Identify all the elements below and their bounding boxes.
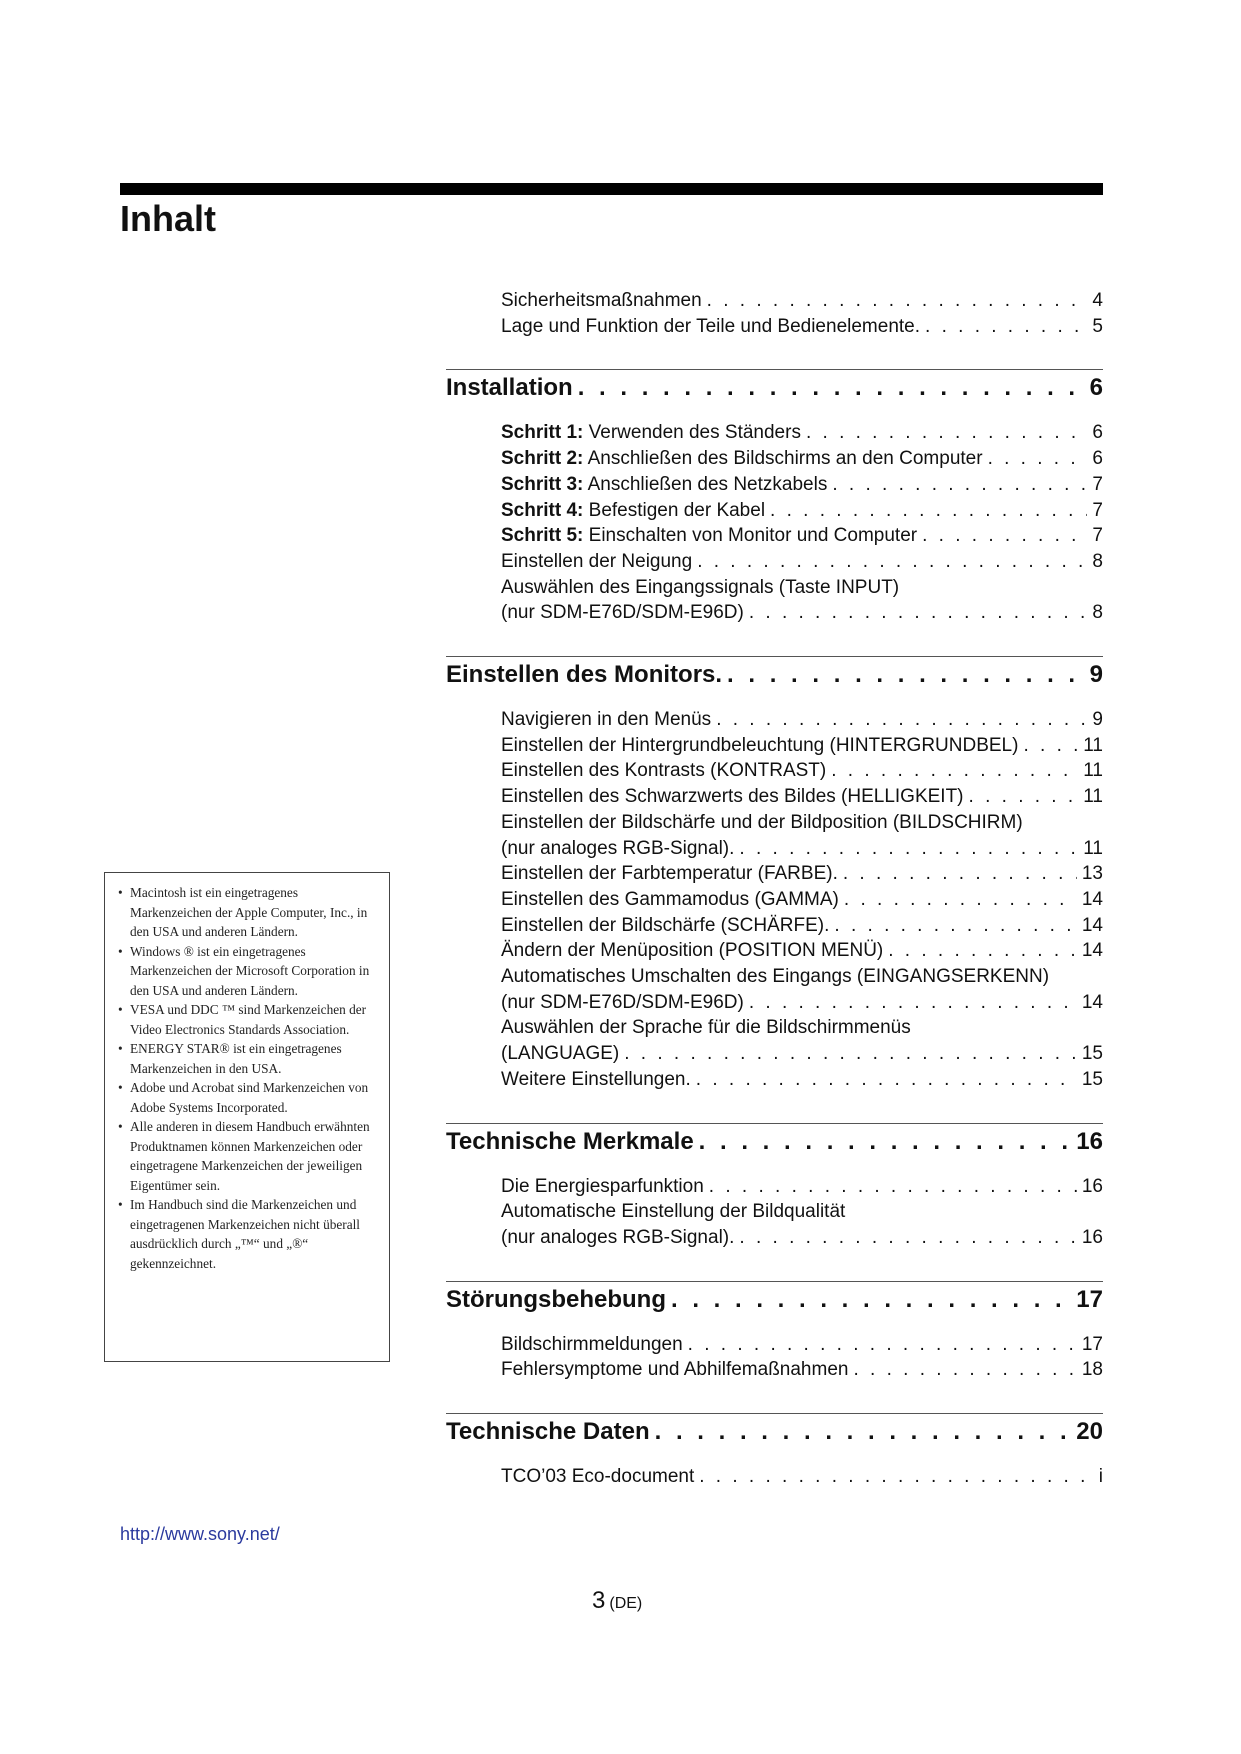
toc-entry-text: Lage und Funktion der Teile und Bedienelemente. [501,315,921,337]
dot-leader [832,472,1087,498]
toc-entry-wrapped-title: Automatisches Umschalten des Eingangs (EINGANGSERKENN) [501,966,1050,988]
toc-page-number: 11 [1083,786,1103,808]
dot-leader [749,600,1088,626]
toc-entry[interactable] [501,1041,1103,1067]
toc-entry[interactable] [501,1332,1103,1358]
toc-page-number: 11 [1083,734,1103,756]
dot-leader [671,1284,1071,1316]
toc-entry[interactable] [501,733,1103,759]
toc-entry[interactable] [501,600,1103,626]
toc-entry[interactable] [501,1225,1103,1251]
dot-leader [699,1126,1072,1158]
page-title: Inhalt [120,198,216,239]
toc-entry-title [501,446,983,472]
toc-page-number: 14 [1081,991,1103,1013]
toc-entry[interactable] [501,990,1103,1016]
toc-entry-title [501,913,829,939]
toc-intro-group [446,288,1103,339]
toc-entry-wrapped-title: Auswählen der Sprache für die Bildschirmmenüs [501,1017,911,1039]
toc-entry[interactable] [501,758,1103,784]
toc-page-number: 11 [1083,760,1103,782]
toc-section-heading[interactable] [446,372,1103,404]
toc-step-label: Schritt 4: [501,499,584,521]
sony-website-link[interactable]: http://www.sony.net/ [120,1524,280,1544]
toc-entry[interactable] [501,938,1103,964]
toc-entry-text: Befestigen der Kabel [588,499,766,521]
toc-section [446,369,1103,626]
toc-entry-title [501,1357,848,1383]
dot-leader [831,758,1078,784]
toc-section-page: 6 [1089,374,1103,402]
toc-page-number: 6 [1092,422,1103,444]
toc-entry-text: Einstellen der Farbtemperatur (FARBE). [501,863,838,885]
toc-entry[interactable] [501,1464,1103,1490]
trademark-item: • Macintosh ist ein eingetragenes Markenzeichen der Apple Computer, Inc., in den USA und anderen Ländern. [115,883,379,942]
toc-entry-text: Sicherheitsmaßnahmen [501,290,702,311]
toc-page-number: 8 [1092,602,1103,624]
toc-entry-title [501,861,838,887]
toc-section [446,1413,1103,1490]
page-language-code: (DE) [609,1595,643,1612]
toc-section-title: Technische Daten [446,1418,650,1446]
trademark-item: • ENERGY STAR® ist ein eingetragenes Markenzeichen in den USA. [115,1039,379,1078]
toc-section-heading[interactable] [446,1284,1103,1316]
dot-leader [969,784,1079,810]
toc-page-number: 16 [1081,1226,1103,1248]
toc-entry-text: (LANGUAGE) [501,1043,620,1065]
toc-page-number: 14 [1081,914,1103,936]
dot-leader [697,549,1087,575]
dot-leader [1023,733,1078,759]
toc-entry-title [501,1041,619,1067]
toc-step-label: Schritt 2: [501,448,584,470]
dot-leader [844,887,1077,913]
toc-entry-title [501,1464,694,1490]
toc-page-number: 14 [1081,940,1103,962]
toc-page-number: 6 [1092,448,1103,470]
toc-entry[interactable] [501,913,1103,939]
toc-section-page: 17 [1076,1285,1103,1313]
toc-section [446,1281,1103,1383]
dot-leader [709,1174,1077,1200]
toc-entry-title [501,549,692,575]
toc-entry-text: Einstellen des Kontrasts (KONTRAST) [501,760,827,782]
toc-section-heading[interactable] [446,1126,1103,1158]
dot-leader [843,861,1077,887]
toc-page-number: i [1098,1466,1103,1488]
toc-section-heading[interactable] [446,1416,1103,1448]
toc-page-number: 11 [1083,837,1103,859]
toc-step-label: Schritt 1: [501,422,584,444]
toc-page-number: 8 [1092,550,1103,572]
dot-leader [749,990,1077,1016]
toc-page-number: 17 [1081,1333,1103,1355]
toc-entry-title [501,472,827,498]
trademark-item: • Alle anderen in diesem Handbuch erwähnten Produktnamen können Markenzeichen oder eingetragene Markenzeichen der jeweiligen Eigentümer sein. [115,1117,379,1195]
toc-section-title: Störungsbehebung [446,1285,666,1313]
toc-entry-title [501,523,917,549]
toc-page-number: 18 [1081,1359,1103,1381]
toc-page-number: 9 [1092,709,1103,731]
toc-entry-text: Fehlersymptome und Abhilfemaßnahmen [501,1359,849,1381]
dot-leader [707,288,1088,314]
toc-section [446,656,1103,1093]
toc-entry-wrapped-title: Auswählen des Eingangssignals (Taste INPUT) [501,576,900,598]
toc-page-number: 5 [1092,315,1103,337]
toc-entry-text: Weitere Einstellungen. [501,1068,691,1090]
dot-leader [988,446,1088,472]
toc-entry[interactable] [501,1357,1103,1383]
dot-leader [806,420,1087,446]
toc-entry-text: (nur SDM-E76D/SDM-E96D) [501,991,744,1013]
toc-entry-text: Die Energiesparfunktion [501,1175,704,1197]
toc-entry-text: Einstellen der Neigung [501,550,693,572]
toc-entry-title [501,600,744,626]
dot-leader [739,1225,1076,1251]
toc-page-number: 7 [1092,499,1103,521]
toc-entry-title [501,990,744,1016]
dot-leader [655,1416,1072,1448]
dot-leader [727,659,1085,691]
toc-entry[interactable] [501,784,1103,810]
page-number [592,1586,642,1619]
page-number-value: 3 [592,1587,606,1614]
trademark-item: • Windows ® ist ein eingetragenes Markenzeichen der Microsoft Corporation in den USA und anderen Ländern. [115,942,379,1001]
dot-leader [770,498,1087,524]
toc-entry-title [501,733,1018,759]
toc-section-page: 9 [1089,661,1103,689]
toc-entry-title [501,288,702,314]
toc-entry-text: Einstellen der Hintergrundbeleuchtung (HINTERGRUNDBEL) [501,734,1019,756]
dot-leader [888,938,1077,964]
toc-entry-text: Einstellen des Gammamodus (GAMMA) [501,888,839,910]
trademark-notice [104,872,390,1362]
toc-section-heading[interactable] [446,659,1103,691]
toc-entry[interactable] [501,314,1103,340]
dot-leader [688,1332,1077,1358]
toc-entry[interactable] [501,549,1103,575]
toc-page-number: 15 [1081,1068,1103,1090]
toc-entry[interactable] [501,420,1103,446]
toc-step-label: Schritt 5: [501,525,584,547]
toc-entry-text: Navigieren in den Menüs [501,709,712,731]
toc-page-number: 14 [1081,888,1103,910]
toc-entry-title [501,836,734,862]
toc-entry-wrapped-title: Automatische Einstellung der Bildqualität [501,1201,846,1223]
toc-entry-title [501,314,920,340]
toc-entry-text: (nur analoges RGB-Signal). [501,1226,735,1248]
toc-entry[interactable] [501,1174,1103,1200]
toc-section-title: Technische Merkmale [446,1127,694,1155]
toc-entry-title [501,1225,734,1251]
dot-leader [922,523,1087,549]
toc-section [446,1123,1103,1251]
dot-leader [925,314,1087,340]
dot-leader [578,372,1085,404]
toc-entry[interactable] [501,887,1103,913]
toc-entry[interactable] [501,498,1103,524]
toc-entry-text: Anschließen des Bildschirms an den Computer [587,448,983,470]
dot-leader [853,1357,1076,1383]
toc-entry-title [501,498,765,524]
toc-entry-title [501,758,826,784]
toc-entry-title [501,707,711,733]
toc-entry-text: Einstellen der Bildschärfe (SCHÄRFE). [501,914,830,936]
toc-section-title: Installation [446,374,573,402]
toc-section-title: Einstellen des Monitors. [446,661,723,689]
toc-entry-title [501,938,883,964]
toc-entry-title [501,784,964,810]
toc-entry-wrapped-title: Einstellen der Bildschärfe und der Bildposition (BILDSCHIRM) [501,811,1023,833]
toc-step-label: Schritt 3: [501,473,584,495]
toc-page-number: 16 [1081,1175,1103,1197]
trademark-item: • Adobe und Acrobat sind Markenzeichen von Adobe Systems Incorporated. [115,1078,379,1117]
toc-page-number: 4 [1092,290,1103,311]
trademark-item: • VESA und DDC ™ sind Markenzeichen der Video Electronics Standards Association. [115,1000,379,1039]
toc-page-number: 15 [1081,1043,1103,1065]
dot-leader [834,913,1076,939]
table-of-contents [446,288,1103,1490]
toc-entry-text: Ändern der Menüposition (POSITION MENÜ) [501,940,884,962]
toc-entry[interactable] [501,446,1103,472]
toc-entry[interactable] [501,861,1103,887]
dot-leader [624,1041,1077,1067]
toc-entry-text: Einstellen des Schwarzwerts des Bildes (HELLIGKEIT) [501,786,964,808]
dot-leader [699,1464,1094,1490]
toc-entry-text: Einschalten von Monitor und Computer [588,525,918,547]
toc-entry-text: Verwenden des Ständers [588,422,801,444]
toc-page-number: 7 [1092,525,1103,547]
toc-entry-title [501,420,801,446]
toc-entry-title [501,1174,704,1200]
toc-entry-text: (nur analoges RGB-Signal). [501,837,735,859]
title-rule [120,183,1103,195]
toc-entry[interactable] [501,523,1103,549]
toc-entry[interactable] [501,836,1103,862]
trademark-list [115,883,379,1273]
toc-entry[interactable] [501,707,1103,733]
toc-entry-text: Bildschirmmeldungen [501,1333,683,1355]
toc-entry-title [501,887,839,913]
toc-page-number: 13 [1081,863,1103,885]
toc-entry[interactable] [501,288,1103,314]
dot-leader [739,836,1078,862]
toc-section-page: 20 [1076,1418,1103,1446]
dot-leader [716,707,1087,733]
dot-leader [696,1067,1077,1093]
toc-entry[interactable] [501,1067,1103,1093]
toc-section-page: 16 [1076,1127,1103,1155]
toc-entry-text: TCO’03 Eco-document [501,1466,695,1488]
toc-entry-text: Anschließen des Netzkabels [587,473,828,495]
toc-entry[interactable] [501,472,1103,498]
toc-page-number: 7 [1092,473,1103,495]
toc-entry-title [501,1332,683,1358]
trademark-item: • Im Handbuch sind die Markenzeichen und eingetragenen Markenzeichen nicht überall ausdrücklich durch „™“ und „®“ gekennzeichnet. [115,1195,379,1273]
toc-entry-title [501,1067,691,1093]
toc-entry-text: (nur SDM-E76D/SDM-E96D) [501,602,744,624]
